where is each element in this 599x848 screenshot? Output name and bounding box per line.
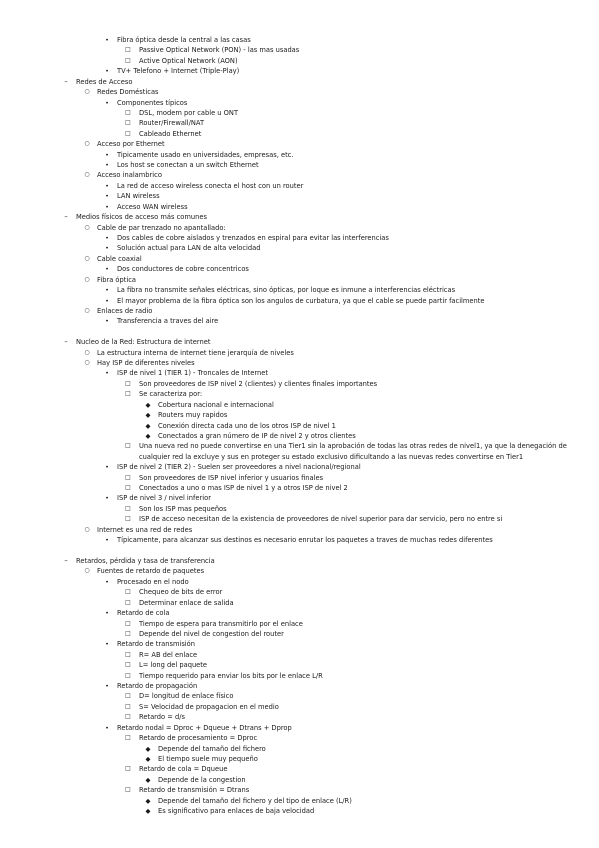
outline-text: Chequeo de bits de error	[139, 588, 223, 597]
outline-line	[0, 504, 599, 514]
outline-line	[0, 712, 599, 722]
outline-line	[0, 45, 599, 55]
outline-line	[0, 462, 599, 472]
outline-text: Depende del tamaño del fichero	[158, 744, 266, 753]
outline-text: Dos cables de cobre aislados y trenzados en espiral para evitar las interferencias	[117, 233, 389, 242]
circle-bullet-icon: ○	[84, 348, 90, 356]
outline-text: Son proveedores de ISP nivel inferior y usuarios finales	[139, 473, 324, 482]
square-bullet-icon: □	[125, 692, 131, 700]
dot-bullet-icon: •	[105, 192, 109, 201]
square-bullet-icon: □	[125, 46, 131, 54]
diamond-bullet-icon: ◆	[145, 400, 151, 409]
square-bullet-icon: □	[125, 473, 131, 481]
circle-bullet-icon: ○	[84, 306, 90, 314]
square-bullet-icon: □	[125, 504, 131, 512]
outline-line	[0, 493, 599, 503]
outline-line	[0, 358, 599, 368]
dash-bullet-icon: –	[64, 557, 68, 565]
outline-text: Tipicamente usado en universidades, empresas, etc.	[117, 150, 294, 159]
outline-line	[0, 139, 599, 149]
square-bullet-icon: □	[125, 661, 131, 669]
outline-text: Conexión directa cada uno de los otros ISP de nivel 1	[158, 421, 336, 430]
square-bullet-icon: □	[125, 379, 131, 387]
outline-line	[0, 452, 599, 462]
outline-line	[0, 733, 599, 743]
outline-text: Determinar enlace de salida	[139, 598, 234, 607]
circle-bullet-icon: ○	[84, 359, 90, 367]
square-bullet-icon: □	[125, 390, 131, 398]
outline-text: Internet es una red de redes	[97, 525, 193, 534]
square-bullet-icon: □	[125, 786, 131, 794]
outline-text: Depende del nivel de congestion del router	[139, 629, 284, 638]
outline-text: Una nueva red no puede convertirse en una Tier1 sin la aprobación de todas las otras redes de nivel1, ya que la denegación de	[139, 442, 567, 451]
outline-text: DSL, modem por cable u ONT	[139, 108, 239, 117]
outline-text: Típicamente, para alcanzar sus destinos es necesario enrutar los paquetes a traves de muchas redes diferentes	[117, 536, 493, 545]
square-bullet-icon: □	[125, 484, 131, 492]
section-spacer	[0, 327, 599, 337]
outline-text: Retardo de procesamiento = Dproc	[139, 734, 258, 743]
dot-bullet-icon: •	[105, 577, 109, 586]
outline-line	[0, 577, 599, 587]
diamond-bullet-icon: ◆	[145, 775, 151, 784]
outline-text: Retardo de cola	[117, 609, 170, 618]
outline-text: Procesado en el nodo	[117, 577, 189, 586]
outline-line	[0, 35, 599, 45]
outline-text: S= Velocidad de propagacion en el medio	[139, 702, 279, 711]
dot-bullet-icon: •	[105, 536, 109, 545]
outline-line	[0, 389, 599, 399]
outline-line	[0, 77, 599, 87]
outline-line	[0, 483, 599, 493]
outline-line	[0, 212, 599, 222]
outline-line	[0, 264, 599, 274]
outline-text: Conectados a uno o mas ISP de nivel 1 y a otros ISP de nivel 2	[139, 484, 348, 493]
outline-line	[0, 535, 599, 545]
outline-text: Acceso WAN wireless	[117, 202, 188, 211]
outline-line	[0, 368, 599, 378]
outline-line	[0, 775, 599, 785]
square-bullet-icon: □	[125, 650, 131, 658]
outline-line	[0, 608, 599, 618]
outline-line	[0, 660, 599, 670]
dot-bullet-icon: •	[105, 202, 109, 211]
outline-line	[0, 754, 599, 764]
outline-text: cualquier red la excluye y sus en proteger su estado exclusivo dificultando a las nuevas redes convertirse en Tier1	[139, 452, 524, 461]
diamond-bullet-icon: ◆	[145, 807, 151, 816]
outline-line	[0, 202, 599, 212]
outline-line	[0, 150, 599, 160]
outline-line	[0, 806, 599, 816]
circle-bullet-icon: ○	[84, 275, 90, 283]
circle-bullet-icon: ○	[84, 223, 90, 231]
outline-text: Enlaces de radio	[97, 306, 153, 315]
outline-line	[0, 681, 599, 691]
outline-line	[0, 56, 599, 66]
diamond-bullet-icon: ◆	[145, 421, 151, 430]
outline-text: Es significativo para enlaces de baja velocidad	[158, 807, 315, 816]
outline-line	[0, 191, 599, 201]
outline-text: Cableado Ethernet	[139, 129, 202, 138]
outline-line	[0, 431, 599, 441]
outline-line	[0, 556, 599, 566]
square-bullet-icon: □	[125, 129, 131, 137]
outline-text: Componentes típicos	[117, 98, 188, 107]
outline-text: Tiempo requerido para enviar los bits por le enlace L/R	[139, 671, 323, 680]
outline-text: Retardos, pérdida y tasa de transferencia	[76, 557, 215, 565]
dot-bullet-icon: •	[105, 98, 109, 107]
square-bullet-icon: □	[125, 515, 131, 523]
outline-line	[0, 764, 599, 774]
square-bullet-icon: □	[125, 619, 131, 627]
outline-line	[0, 129, 599, 139]
dot-bullet-icon: •	[105, 181, 109, 190]
outline-line	[0, 723, 599, 733]
outline-text: Fuentes de retardo de paquetes	[97, 567, 205, 576]
outline-text: Retardo nodal = Dproc + Dqueue + Dtrans + Dprop	[117, 723, 292, 732]
outline-text: D= longitud de enlace físico	[139, 692, 234, 701]
outline-text: Cobertura nacional e internacional	[158, 400, 274, 409]
outline-text: La fibra no transmite señales eléctricas, sino ópticas, por loque es inmune a interferencias eléctricas	[117, 286, 456, 295]
diamond-bullet-icon: ◆	[145, 411, 151, 420]
diamond-bullet-icon: ◆	[145, 431, 151, 440]
outline-text: ISP de nivel 1 (TIER 1) - Troncales de Internet	[117, 369, 269, 378]
square-bullet-icon: □	[125, 108, 131, 116]
diamond-bullet-icon: ◆	[145, 744, 151, 753]
dot-bullet-icon: •	[105, 244, 109, 253]
outline-text: Tiempo de espera para transmitirlo por el enlace	[139, 619, 303, 628]
outline-text: La estructura interna de internet tiene jerarquía de niveles	[97, 348, 294, 357]
outline-line	[0, 66, 599, 76]
outline-text: Solución actual para LAN de alta velocidad	[117, 244, 261, 253]
outline-text: TV+ Telefono + Internet (Triple-Play)	[117, 67, 240, 76]
outline-line	[0, 254, 599, 264]
outline-text: Passive Optical Network (PON) - las mas usadas	[139, 46, 300, 55]
outline-line	[0, 619, 599, 629]
outline-line	[0, 233, 599, 243]
outline-line	[0, 598, 599, 608]
outline-line	[0, 170, 599, 180]
outline-line	[0, 473, 599, 483]
outline-line	[0, 379, 599, 389]
outline-text: LAN wireless	[117, 192, 160, 201]
outline-line	[0, 702, 599, 712]
dash-bullet-icon: –	[64, 77, 68, 86]
outline-text: ISP de nivel 2 (TIER 2) - Suelen ser proveedores a nivel nacional/regional	[117, 463, 361, 472]
outline-text: Son los ISP mas pequeños	[139, 504, 227, 513]
diamond-bullet-icon: ◆	[145, 754, 151, 763]
square-bullet-icon: □	[125, 588, 131, 596]
outline-line	[0, 744, 599, 754]
outline-line	[0, 285, 599, 295]
outline-line	[0, 181, 599, 191]
square-bullet-icon: □	[125, 734, 131, 742]
outline-line	[0, 306, 599, 316]
square-bullet-icon: □	[125, 56, 131, 64]
dot-bullet-icon: •	[105, 36, 109, 44]
outline-line	[0, 223, 599, 233]
outline-line	[0, 566, 599, 576]
outline-line	[0, 639, 599, 649]
outline-line	[0, 410, 599, 420]
circle-bullet-icon: ○	[84, 171, 90, 179]
outline-text: Router/Firewall/NAT	[139, 119, 205, 128]
outline-text: El mayor problema de la fibra óptica son los angulos de curbatura, ya que el cable se puede partir facilmente	[117, 296, 485, 305]
outline-text: Retardo de transmisión = Dtrans	[139, 786, 250, 795]
section-spacer	[0, 546, 599, 556]
outline-text: Los host se conectan a un switch Ethernet	[117, 161, 259, 170]
outline-line	[0, 118, 599, 128]
outline-line	[0, 691, 599, 701]
outline-line	[0, 337, 599, 347]
outline-line	[0, 650, 599, 660]
square-bullet-icon: □	[125, 119, 131, 127]
outline-line	[0, 421, 599, 431]
outline-text: Cable coaxial	[97, 254, 142, 263]
outline-text: La red de acceso wireless conecta el host con un router	[117, 181, 304, 190]
outline-line	[0, 629, 599, 639]
outline-line	[0, 671, 599, 681]
circle-bullet-icon: ○	[84, 88, 90, 96]
dot-bullet-icon: •	[105, 723, 109, 732]
outline-text: Depende del tamaño del fichero y del tipo de enlace (L/R)	[158, 796, 352, 805]
dot-bullet-icon: •	[105, 67, 109, 76]
dot-bullet-icon: •	[105, 286, 109, 295]
circle-bullet-icon: ○	[84, 254, 90, 262]
outline-line	[0, 785, 599, 795]
diamond-bullet-icon: ◆	[145, 796, 151, 805]
outline-line	[0, 160, 599, 170]
square-bullet-icon: □	[125, 671, 131, 679]
outline-line	[0, 441, 599, 451]
outline-text: Retardo de propagación	[117, 682, 198, 691]
dot-bullet-icon: •	[105, 296, 109, 305]
square-bullet-icon: □	[125, 598, 131, 606]
outline-line	[0, 243, 599, 253]
outline-text: Fibra óptica	[97, 275, 137, 284]
outline-line	[0, 98, 599, 108]
square-bullet-icon: □	[125, 442, 131, 450]
square-bullet-icon: □	[125, 765, 131, 773]
outline-line	[0, 275, 599, 285]
outline-text: Acceso por Ethernet	[97, 140, 165, 149]
dot-bullet-icon: •	[105, 233, 109, 242]
dot-bullet-icon: •	[105, 609, 109, 618]
outline-text: Redes Domésticas	[97, 88, 159, 97]
outline-line	[0, 316, 599, 326]
outline-text: Hay ISP de diferentes niveles	[97, 359, 195, 368]
outline-text: Nucleo de la Red: Estructura de internet	[76, 338, 211, 347]
dot-bullet-icon: •	[105, 265, 109, 274]
outline-line	[0, 525, 599, 535]
outline-line	[0, 296, 599, 306]
outline-text: Active Optical Network (AON)	[139, 56, 238, 65]
outline-text: Retardo de transmisión	[117, 640, 195, 649]
square-bullet-icon: □	[125, 629, 131, 637]
dot-bullet-icon: •	[105, 161, 109, 170]
outline-text: Cable de par trenzado no apantallado:	[97, 223, 226, 232]
outline-text: Redes de Acceso	[76, 77, 133, 86]
outline-line	[0, 796, 599, 806]
outline-text: Conectados a gran número de IP de nivel 2 y otros clientes	[158, 431, 356, 440]
outline-text: L= long del paquete	[139, 661, 208, 670]
outline-text: Depende de la congestion	[158, 775, 246, 784]
circle-bullet-icon: ○	[84, 525, 90, 533]
outline-text: El tiempo suele muy pequeño	[158, 754, 258, 763]
dot-bullet-icon: •	[105, 463, 109, 472]
outline-line	[0, 87, 599, 97]
circle-bullet-icon: ○	[84, 140, 90, 148]
square-bullet-icon: □	[125, 702, 131, 710]
outline-text: Retardo = d/s	[139, 713, 185, 722]
outline-text: Dos conductores de cobre concentricos	[117, 265, 249, 274]
dot-bullet-icon: •	[105, 640, 109, 649]
outline-text: R= AB del enlace	[139, 650, 198, 659]
dot-bullet-icon: •	[105, 682, 109, 691]
dot-bullet-icon: •	[105, 150, 109, 159]
square-bullet-icon: □	[125, 713, 131, 721]
outline-text: Acceso inalambrico	[97, 171, 162, 180]
dot-bullet-icon: •	[105, 494, 109, 503]
outline-text: ISP de acceso necesitan de la existencia de proveedores de nivel superior para dar servicio, pero no entre si	[139, 515, 503, 524]
outline-text: ISP de nivel 3 / nivel inferior	[117, 494, 211, 503]
dot-bullet-icon: •	[105, 317, 109, 326]
dot-bullet-icon: •	[105, 369, 109, 378]
outline-text: Transferencia a traves del aire	[117, 317, 219, 326]
circle-bullet-icon: ○	[84, 567, 90, 575]
outline-line	[0, 400, 599, 410]
outline-text: Son proveedores de ISP nivel 2 (clientes) y clientes finales importantes	[139, 379, 378, 388]
outline-text: Medios físicos de acceso más comunes	[76, 213, 207, 222]
outline-text: Routers muy rapidos	[158, 411, 228, 420]
outline-text: Fibra óptica desde la central a las casas	[117, 36, 251, 44]
outline-text: Retardo de cola = Dqueue	[139, 765, 228, 774]
outline-text: Se caracteriza por:	[139, 390, 203, 399]
outline-line	[0, 514, 599, 524]
dash-bullet-icon: –	[64, 213, 68, 222]
outline-line	[0, 587, 599, 597]
outline-line	[0, 348, 599, 358]
dash-bullet-icon: –	[64, 338, 68, 347]
outline-line	[0, 108, 599, 118]
